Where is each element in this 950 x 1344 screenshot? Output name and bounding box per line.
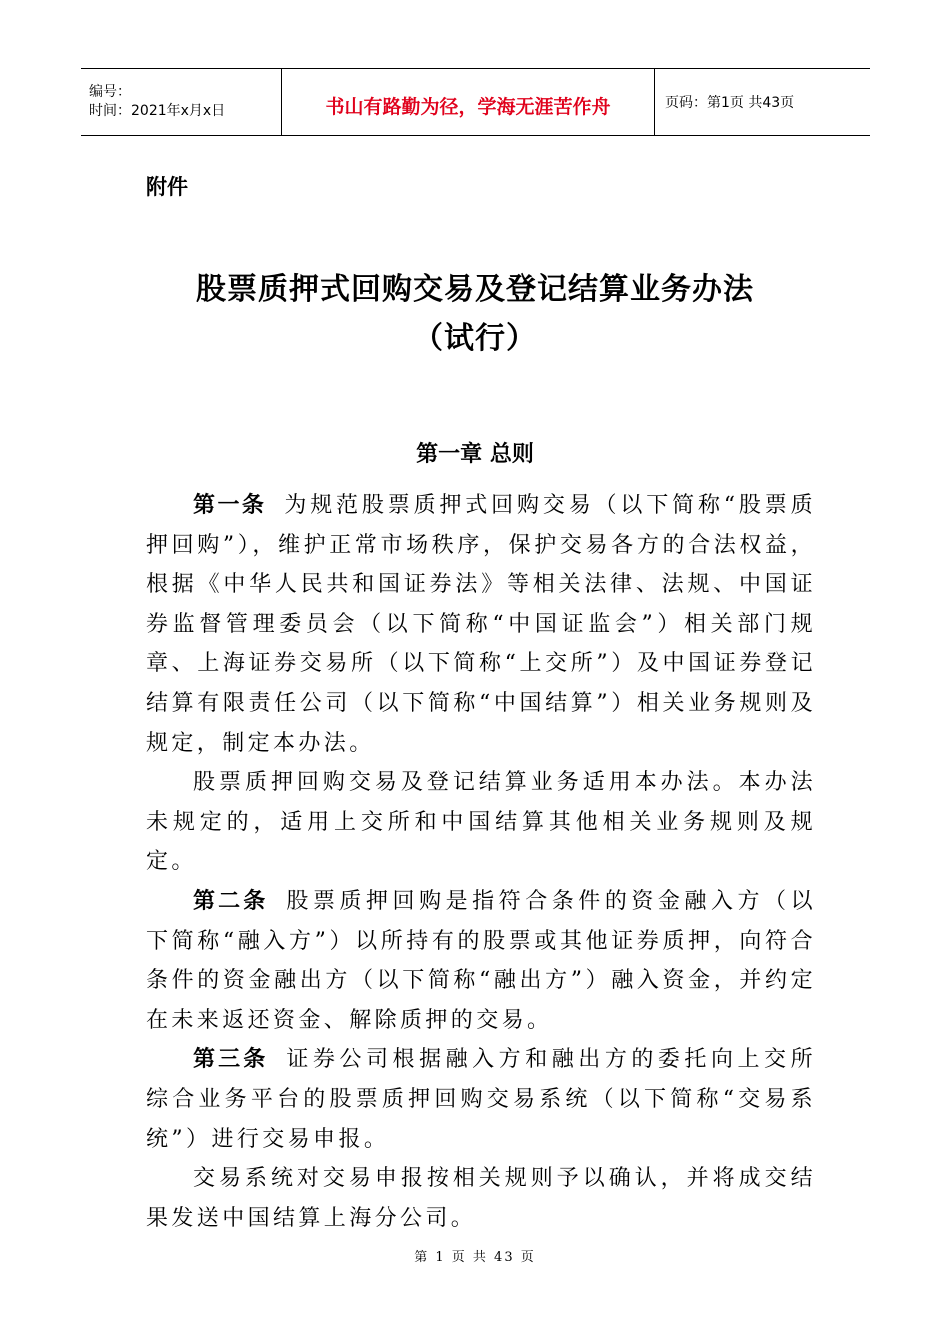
document-body [146,486,816,1238]
page-footer: 第 1 页 共 43 页 [414,1250,536,1265]
page-header [81,68,870,136]
header-motto [281,69,655,135]
article-label: 第一条 [193,493,267,518]
document-title: 股票质押式回购交易及登记结算业务办法 [196,272,754,307]
header-page-info [655,69,870,135]
paragraph [146,763,816,882]
paragraph-text: 交易系统对交易申报按相关规则予以确认，并将成交结果发送中国结算上海分公司。 [146,1166,816,1231]
document-number-label: 编号： [89,84,131,100]
document-date-label: 时间：2021年x月x日 [89,103,226,119]
paragraph-text: 股票质押回购交易及登记结算业务适用本办法。本办法未规定的，适用上交所和中国结算其他相关业务规则及规定。 [146,770,816,875]
article-label: 第三条 [193,1047,269,1073]
page-info-text: 页码：第1页 共43页 [665,95,795,111]
header-meta [81,69,281,135]
paragraph [146,486,816,763]
paragraph [146,1159,816,1238]
chapter-heading: 第一章 总则 [416,442,534,467]
paragraph-text: 为规范股票质押式回购交易（以下简称“股票质押回购”），维护正常市场秩序，保护交易各方的合法权益，根据《中华人民共和国证券法》等相关法律、法规、中国证券监督管理委员会（以下简称“中国证监会”）相关部门规章、上海证券交易所（以下简称“上交所”）及中国证券登记结算有限责任公司（以下简称“中国结算”）相关业务规则及规定，制定本办法。 [146,493,816,756]
attachment-label: 附件 [146,175,188,199]
motto-text: 书山有路勤为径，学海无涯苦作舟 [325,95,611,118]
paragraph-text: 股票质押回购是指符合条件的资金融入方（以下简称“融入方”）以所持有的股票或其他证券质押，向符合条件的资金融出方（以下简称“融出方”）融入资金，并约定在未来返还资金、解除质押的交易。 [146,888,816,1033]
paragraph-text: 证券公司根据融入方和融出方的委托向上交所综合业务平台的股票质押回购交易系统（以下简称“交易系统”）进行交易申报。 [146,1047,816,1152]
article-label: 第二条 [193,888,269,914]
document-subtitle: （试行） [413,321,537,356]
paragraph [146,882,816,1040]
paragraph [146,1040,816,1159]
